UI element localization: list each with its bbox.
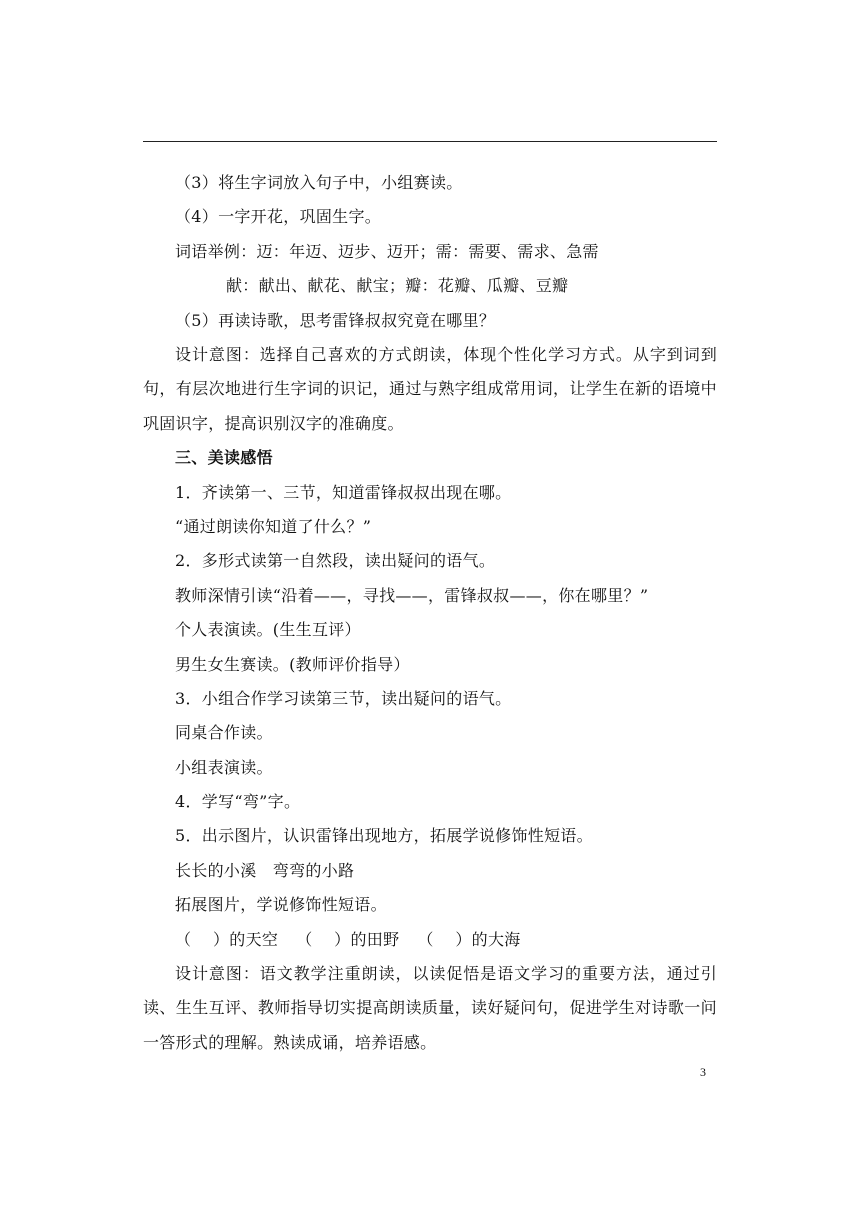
fill-blank-sky: （ ）的天空 bbox=[175, 929, 279, 949]
document-body bbox=[143, 166, 717, 1060]
section-heading: 三、美读感悟 bbox=[175, 448, 273, 468]
desk-mate-reading-line: 同桌合作读。 bbox=[175, 723, 273, 743]
header-rule bbox=[143, 141, 717, 142]
design-intent-paragraph-2: 设计意图：语文教学注重朗读，以读促悟是语文学习的重要方法，通过引读、生生互评、教师指导切实提高朗读质量，读好疑问句，促进学生对诗歌一问一答形式的理解。熟读成诵，培养语感。 bbox=[143, 964, 717, 1052]
quote-line: “通过朗读你知道了什么？” bbox=[175, 516, 372, 536]
design-intent-paragraph-1: 设计意图：选择自己喜欢的方式朗读，体现个性化学习方式。从字到词到句，有层次地进行生字词的识记，通过与熟字组成常用词，让学生在新的语境中巩固识字，提高识别汉字的准确度。 bbox=[143, 344, 717, 433]
extend-pictures-line: 拓展图片，学说修饰性短语。 bbox=[175, 895, 387, 915]
item-3-line: 3．小组合作学习读第三节，读出疑问的语气。 bbox=[175, 688, 512, 708]
step-4-line: （4）一字开花，巩固生字。 bbox=[175, 207, 382, 227]
fill-blank-row bbox=[143, 923, 717, 957]
word-examples-line-1: 词语举例：迈：年迈、迈步、迈开；需：需要、需求、急需 bbox=[175, 241, 599, 261]
item-2-line: 2．多形式读第一自然段，读出疑问的语气。 bbox=[175, 551, 496, 571]
page-number: 3 bbox=[700, 1065, 706, 1079]
word-examples-line-2: 献：献出、献花、献宝；瓣：花瓣、瓜瓣、豆瓣 bbox=[226, 276, 569, 296]
fill-blank-sea: （ ）的大海 bbox=[417, 929, 521, 949]
boys-girls-reading-line: 男生女生赛读。(教师评价指导） bbox=[175, 654, 410, 674]
item-1-line: 1．齐读第一、三节，知道雷锋叔叔出现在哪。 bbox=[175, 482, 512, 502]
step-5-line: （5）再读诗歌，思考雷锋叔叔究竟在哪里？ bbox=[175, 310, 496, 330]
individual-reading-line: 个人表演读。(生生互评） bbox=[175, 620, 361, 640]
item-5-line: 5．出示图片，认识雷锋出现地方，拓展学说修饰性短语。 bbox=[175, 826, 593, 846]
fill-blank-field: （ ）的田野 bbox=[296, 929, 400, 949]
guided-reading-line: 教师深情引读“沿着——，寻找——，雷锋叔叔——，你在哪里？” bbox=[175, 585, 649, 605]
group-performance-line: 小组表演读。 bbox=[175, 757, 273, 777]
example-phrases-line: 长长的小溪 弯弯的小路 bbox=[175, 860, 355, 880]
item-4-line: 4．学写“弯”字。 bbox=[175, 792, 301, 812]
step-3-line: （3）将生字词放入句子中，小组赛读。 bbox=[175, 173, 463, 192]
